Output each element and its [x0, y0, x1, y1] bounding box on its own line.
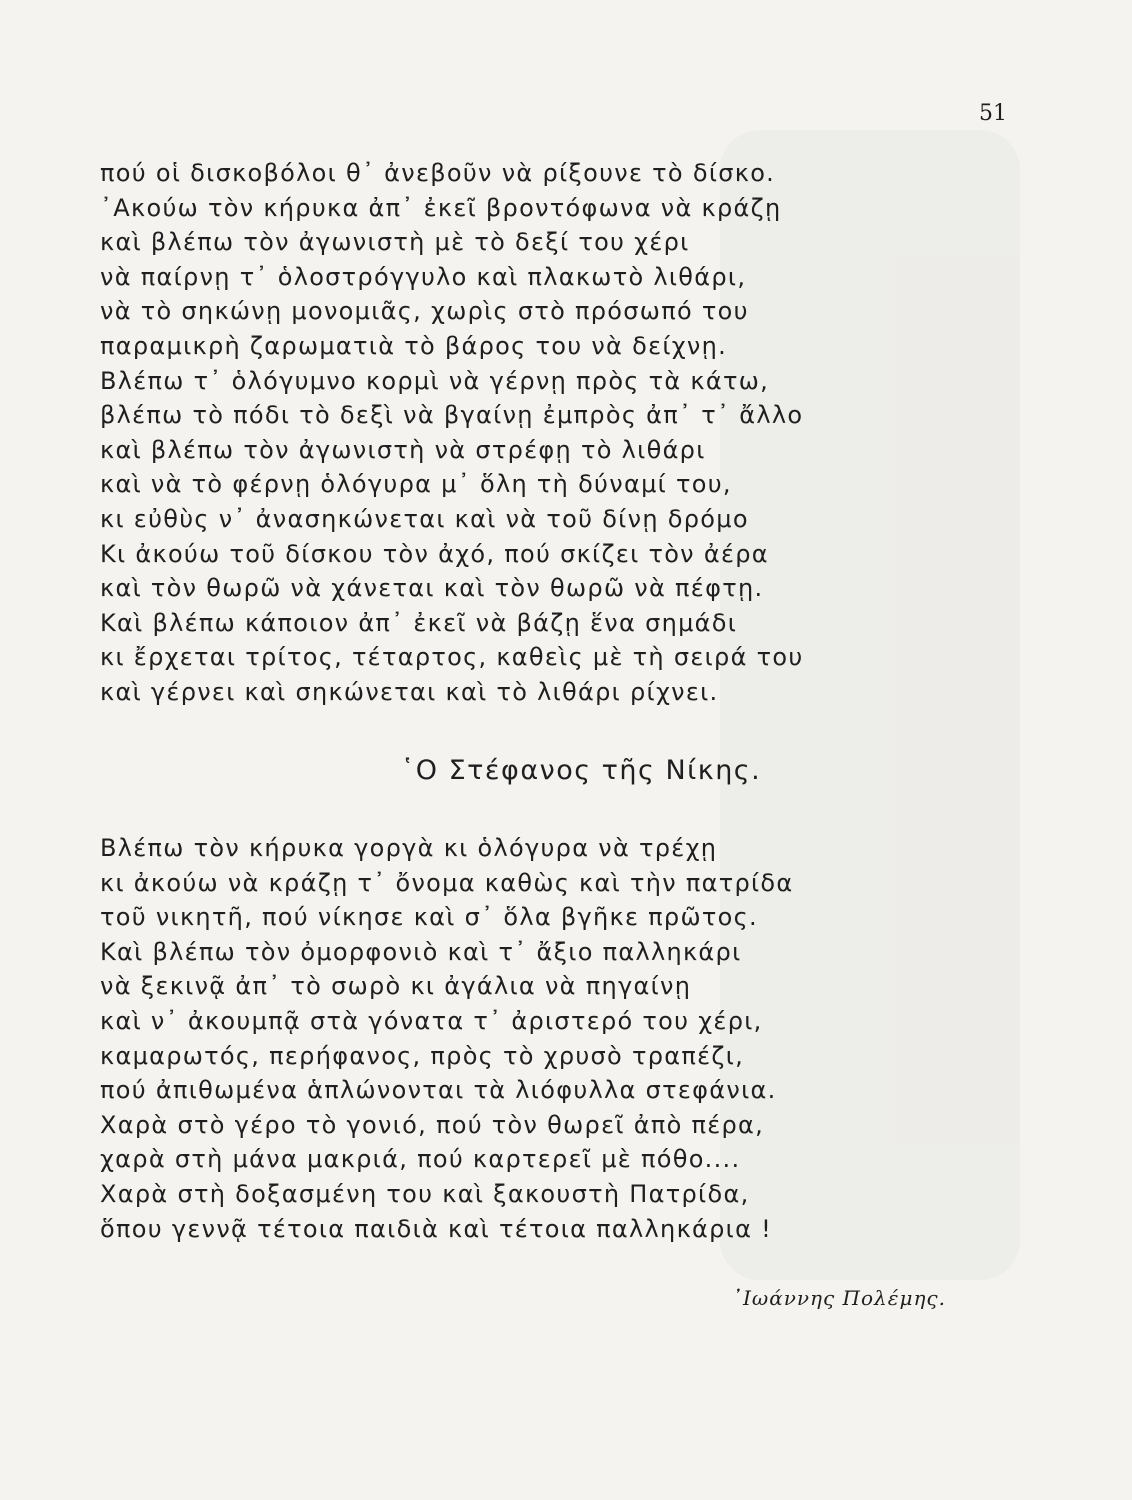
poem-stanza-2 [100, 831, 794, 1246]
poem-line: νὰ παίρνῃ τ᾽ ὁλοστρόγγυλο καὶ πλακωτὸ λιθάρι, [100, 262, 747, 291]
poem-line: καὶ γέρνει καὶ σηκώνεται καὶ τὸ λιθάρι ρίχνει. [100, 677, 719, 706]
poem-stanza-1 [100, 156, 804, 710]
poem-line: Χαρὰ στὸ γέρο τὸ γονιό, πού τὸν θωρεῖ ἀπὸ πέρα, [100, 1110, 765, 1139]
poem-line: πού ἀπιθωμένα ἁπλώνονται τὰ λιόφυλλα στεφάνια. [100, 1076, 777, 1105]
poem-line: βλέπω τὸ πόδι τὸ δεξὶ νὰ βγαίνῃ ἐμπρὸς ἀπ᾽ τ᾽ ἄλλο [100, 401, 804, 430]
poem-line: χαρὰ στὴ μάνα μακριά, πού καρτερεῖ μὲ πόθο.... [100, 1145, 741, 1174]
page-number: 51 [979, 101, 1007, 126]
poem-line: ὅπου γεννᾷ τέτοια παιδιὰ καὶ τέτοια παλληκάρια ! [100, 1214, 773, 1243]
poem-line: ᾽Ακούω τὸν κήρυκα ἀπ᾽ ἐκεῖ βροντόφωνα νὰ κράζῃ [100, 193, 782, 222]
poem-line: νὰ ξεκινᾷ ἀπ᾽ τὸ σωρὸ κι ἀγάλια νὰ πηγαίνῃ [100, 972, 692, 1001]
author-signature: ᾽Ιωάννης Πολέμης. [731, 1286, 946, 1310]
poem-line: πού οἱ δισκοβόλοι θ᾽ ἀνεβοῦν νὰ ρίξουνε τὸ δίσκο. [100, 159, 776, 187]
poem-line: Καὶ βλέπω κάποιον ἀπ᾽ ἐκεῖ νὰ βάζῃ ἕνα σημάδι [100, 608, 738, 637]
poem-line: τοῦ νικητῆ, πού νίκησε καὶ σ᾽ ὅλα βγῆκε πρῶτος. [100, 903, 758, 932]
poem-line: παραμικρὴ ζαρωματιὰ τὸ βάρος του νὰ δείχνῃ. [100, 331, 728, 360]
poem-line: καὶ τὸν θωρῶ νὰ χάνεται καὶ τὸν θωρῶ νὰ πέφτῃ. [100, 574, 764, 603]
section-heading: ῾Ο Στέφανος τῆς Νίκης. [400, 755, 762, 786]
poem-line: καὶ ν᾽ ἀκουμπᾷ στὰ γόνατα τ᾽ ἀριστερό του χέρι, [100, 1006, 763, 1035]
poem-line: Βλέπω τ᾽ ὁλόγυμνο κορμὶ νὰ γέρνῃ πρὸς τὰ κάτω, [100, 366, 770, 395]
poem-line: Καὶ βλέπω τὸν ὀμορφονιὸ καὶ τ᾽ ἄξιο παλληκάρι [100, 937, 742, 966]
poem-line: Κι ἀκούω τοῦ δίσκου τὸν ἀχό, πού σκίζει τὸν ἀέρα [100, 539, 769, 568]
poem-line: καὶ βλέπω τὸν ἀγωνιστὴ νὰ στρέφῃ τὸ λιθάρι [100, 435, 706, 464]
poem-line: καὶ νὰ τὸ φέρνῃ ὁλόγυρα μ᾽ ὅλη τὴ δύναμί του, [100, 470, 732, 499]
poem-line: νὰ τὸ σηκώνῃ μονομιᾶς, χωρὶς στὸ πρόσωπό του [100, 297, 749, 326]
poem-line: καὶ βλέπω τὸν ἀγωνιστὴ μὲ τὸ δεξί του χέρι [100, 228, 690, 257]
poem-line: κι ἀκούω νὰ κράζῃ τ᾽ ὄνομα καθὼς καὶ τὴν πατρίδα [100, 868, 794, 897]
poem-line: κι ἔρχεται τρίτος, τέταρτος, καθεὶς μὲ τὴ σειρά του [100, 643, 804, 672]
poem-line: καμαρωτός, περήφανος, πρὸς τὸ χρυσὸ τραπέζι, [100, 1041, 745, 1070]
poem-line: Βλέπω τὸν κήρυκα γοργὰ κι ὁλόγυρα νὰ τρέχῃ [100, 834, 718, 862]
poem-line: κι εὐθὺς ν᾽ ἀνασηκώνεται καὶ νὰ τοῦ δίνῃ δρόμο [100, 504, 749, 533]
poem-line: Χαρὰ στὴ δοξασμένη του καὶ ξακουστὴ Πατρίδα, [100, 1179, 750, 1208]
